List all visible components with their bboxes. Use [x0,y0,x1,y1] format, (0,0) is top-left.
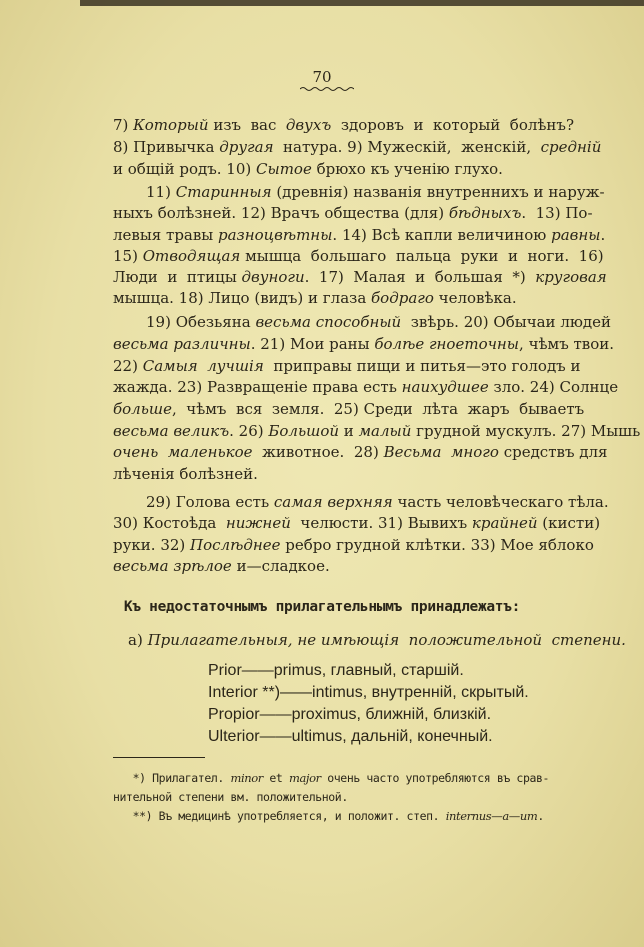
text-run: натура. 9) Мужескій, женскій, [273,138,541,156]
text-line [113,288,555,308]
text-run: и [339,422,359,440]
text-run: . 26) [229,422,269,440]
text-line [113,115,575,135]
text-run: ребро грудной клѣтки. 33) Мое яблоко [280,536,594,554]
emphasized-text: разноцвѣтны [218,226,333,244]
subheading-text: Прилагательныя, не имѣющія положительной степени. [147,631,626,649]
footnote-line [113,770,555,786]
text-line [113,137,602,157]
text-run: челюсти. 31) Вывихъ [290,514,472,532]
text-run: животное. 28) [252,443,384,461]
emphasized-text: средній [540,138,602,156]
text-run: 19) Обезьяна [146,313,256,331]
emphasized-text: весьма различны [113,335,251,353]
text-run: . 17) Малая и большая *) [304,268,536,286]
text-run: грудной мускулъ. 27) Мышь [411,422,641,440]
text-line [146,492,609,512]
text-run: . 21) Мои раны [250,335,375,353]
emphasized-text: весьма способный [255,313,402,331]
section-heading: Къ недостаточнымъ прилагательнымъ принадлежатъ: [123,599,521,615]
emphasized-text: весьма зрѣлое [113,557,232,575]
text-run: левыя травы [113,226,219,244]
emphasized-text: другая [219,138,274,156]
text-run: ныхъ болѣзней. 12) Врачъ общества (для) [113,204,449,222]
emphasized-text: Большой [268,422,340,440]
text-line [113,377,619,397]
text-line [113,442,608,462]
text-line [113,225,606,245]
text-run: лѣченія болѣзней. [113,465,258,483]
emphasized-text: болѣе гноеточны [374,335,520,353]
text-run: мышца. 18) Лицо (видъ) и глаза [113,289,372,307]
text-run: часть человѣческаго тѣла. [392,493,609,511]
text-line [113,513,601,533]
emphasized-text: малый [358,422,412,440]
list-item: Prior——primus, главный, старшій. [208,662,464,679]
text-run: 29) Голова есть [146,493,274,511]
emphasized-text: Старинныя [175,183,272,201]
text-run: 22) [113,357,143,375]
emphasized-text: нижней [225,514,291,532]
text-run: 15) [113,247,143,265]
footnote-divider [113,757,205,758]
text-line [113,556,555,576]
emphasized-text: бодраго [371,289,434,307]
emphasized-text: Который [133,116,209,134]
text-run: (древнія) названія внутреннихъ и наруж- [271,183,605,201]
text-line [146,182,605,202]
text-run: 8) Привычка [113,138,220,156]
text-line [146,312,612,332]
footnote-line [113,789,555,805]
footnote-line [113,808,555,824]
text-run: звѣрь. 20) Обычаи людей [401,313,612,331]
emphasized-text: Сытое [256,160,312,178]
text-run: очень часто употребляются въ срав- [320,771,550,785]
emphasized-text: больше [113,400,172,418]
list-item: Interior **)——intimus, внутренній, скрытый. [208,684,529,701]
text-run: руки. 32) [113,536,191,554]
emphasized-text: двухъ [285,116,332,134]
emphasized-text: major [288,771,321,785]
emphasized-text: minor [230,771,263,785]
text-run: изъ вас [208,116,286,134]
text-line [113,399,585,419]
text-line [113,246,604,266]
text-run: и—сладкое. [231,557,330,575]
text-line [113,334,615,354]
list-item: Propior——proximus, ближній, близкій. [208,706,492,723]
text-run: . 14) Всѣ капли величиною [332,226,552,244]
text-run: , чѣмъ твои. [519,335,615,353]
text-run: жажда. 23) Развращеніе права есть [113,378,402,396]
text-run: зло. 24) Солнце [488,378,619,396]
subheading [128,631,626,649]
emphasized-text: Самыя лучшія [142,357,264,375]
emphasized-text: самая верхняя [273,493,393,511]
text-line [113,159,555,179]
text-line [113,464,555,484]
emphasized-text: Отводящая [142,247,241,265]
emphasized-text: Весьма много [383,443,499,461]
text-run: и общій родъ. 10) [113,160,256,178]
text-run: 30) Костоѣда [113,514,226,532]
text-run: мышца большаго пальца руки и ноги. 16) [240,247,604,265]
text-run: средствъ для [498,443,608,461]
subheading-label: а) [128,631,148,649]
emphasized-text: крайней [471,514,538,532]
ornament-wave [300,86,354,92]
emphasized-text: internus—a—um [445,809,538,823]
emphasized-text: равны [551,226,601,244]
text-run: 7) [113,116,134,134]
emphasized-text: Послѣднее [190,536,281,554]
emphasized-text: наихудшее [401,378,489,396]
text-run: *) Прилагател. [113,771,231,785]
text-run: . [600,226,606,244]
text-run: . [537,809,544,823]
page-number: 70 [312,68,332,86]
text-run: . 13) По- [521,204,593,222]
text-run: приправы пищи и питья—это голодъ и [263,357,581,375]
emphasized-text: круговая [535,268,607,286]
text-run: нительной степени вм. положительной. [113,790,348,804]
emphasized-text: бѣдныхъ [448,204,522,222]
text-run: (кисти) [537,514,601,532]
text-line [113,421,641,441]
text-run: 11) [146,183,176,201]
text-run: et [262,771,289,785]
emphasized-text: весьма великъ [113,422,230,440]
list-item: Ulterior——ultimus, дальній, конечный. [208,728,493,745]
scan-edge [80,0,644,6]
emphasized-text: очень маленькое [113,443,253,461]
text-run: , чѣмъ вся земля. 25) Среди лѣта жаръ бываетъ [172,400,585,418]
text-run: **) Въ медицинѣ употребляется, и положит. степ. [113,809,446,823]
text-line [113,535,594,555]
text-line [113,356,581,376]
text-run: брюхо къ ученію глухо. [311,160,503,178]
text-run: человѣка. [433,289,517,307]
emphasized-text: двуноги [241,268,305,286]
text-line [113,267,607,287]
text-line [113,203,593,223]
text-run: Люди и птицы [113,268,242,286]
text-run: здоровъ и который болѣнъ? [331,116,575,134]
